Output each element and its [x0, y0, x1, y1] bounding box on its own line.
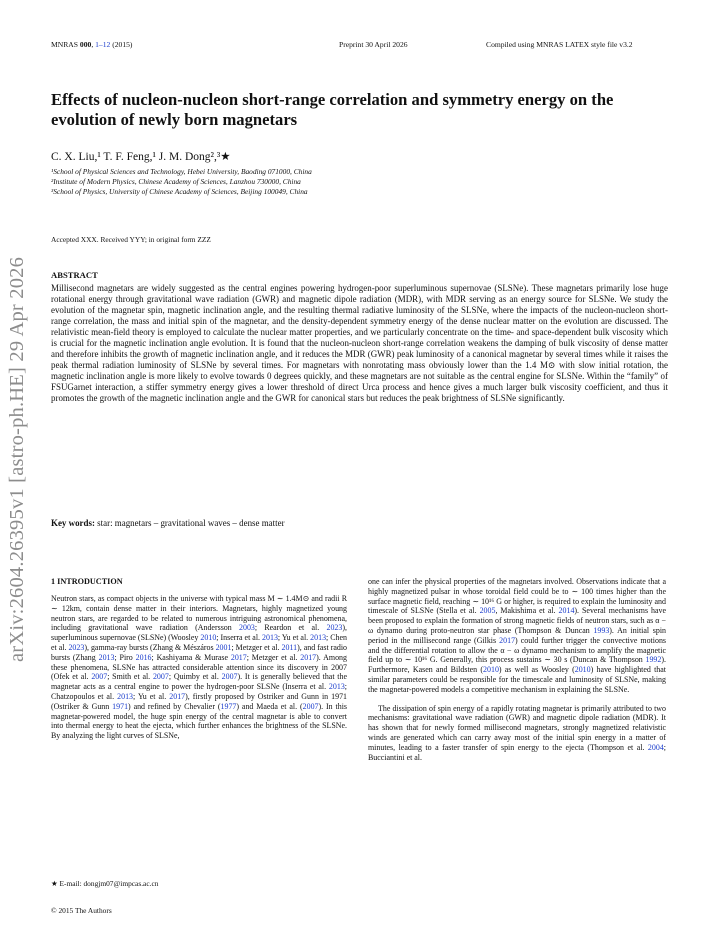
citation-link[interactable]: 2017	[169, 691, 186, 701]
paragraph-text: ; Smith et al.	[107, 672, 153, 682]
paragraph-text: ; Metzger et al.	[231, 642, 282, 652]
citation-link[interactable]: 2010	[574, 665, 591, 675]
intro-paragraph-2	[368, 577, 666, 695]
citation-link[interactable]: 2007	[152, 672, 169, 682]
compiled-note: Compiled using MNRAS LATEX style file v3.2	[486, 40, 633, 49]
paragraph-text: ) could further trigger the convective motions and the differential rotation to allow the α − ω dynamo mechanism to amplify the magnetic field up to ∼ 10¹⁶ G. Generally, this process sustains ∼ 30 s (Duncan & Thompson	[368, 635, 666, 665]
citation-link[interactable]: 1992	[645, 655, 662, 665]
paragraph-text: ) and Maeda et al. (	[236, 701, 303, 711]
preprint-date: Preprint 30 April 2026	[339, 40, 408, 49]
paragraph-text: ). It is generally believed that the magnetar acts as a central engine to power the hydrogen-poor SLSNe (Inserra et al.	[51, 672, 348, 692]
citation-link[interactable]: 2003	[239, 623, 255, 633]
citation-link[interactable]: 2013	[98, 652, 115, 662]
received-dates: Accepted XXX. Received YYY; in original form ZZZ	[51, 235, 211, 244]
citation-link[interactable]: 2007	[221, 672, 238, 682]
paragraph-text: ), gamma-ray bursts (Zhang & Mészáros	[84, 642, 216, 652]
citation-link[interactable]: 2013	[328, 682, 345, 692]
journal-name: MNRAS	[51, 40, 80, 49]
affiliation-1: ¹School of Physical Sciences and Technology, Hebei University, Baoding 071000, China	[51, 167, 312, 176]
citation-link[interactable]: 2013	[117, 691, 134, 701]
citation-link[interactable]: 2007	[302, 701, 319, 711]
paragraph-text: ; Yu et al.	[133, 691, 170, 701]
citation-link[interactable]: 2014	[558, 606, 575, 616]
abstract-heading: ABSTRACT	[51, 270, 98, 280]
corresponding-author-footnote: ★ E-mail: dongjm07@impcas.ac.cn	[51, 879, 159, 888]
citation-link[interactable]: 2023	[326, 623, 343, 633]
paragraph-text: ; Metzger et al.	[246, 652, 301, 662]
paragraph-text: ). In this magnetar-powered model, the huge spin energy of the central magnetar is able to convert into thermal energy to heat the ejecta, which further enhances the brightness of the SLSNe. By analyzing the light curves of SLSNe,	[51, 701, 348, 741]
paragraph-text: The dissipation of spin energy of a rapidly rotating magnetar is primarily attributed to two mechanisms: gravitational wave radiation (GWR) and magnetic dipole radiation (MDR). It has shown that for newly formed millisecond magnetars, strongly magnetized relativistic winds are generated which can carry away most of the initial spin energy in a matter of minutes, leading to a faster transfer of spin energy to the ejecta (Thompson et al.	[368, 703, 666, 752]
citation-link[interactable]: 2016	[135, 652, 152, 662]
paragraph-text: , Makishima et al.	[495, 606, 559, 616]
paragraph-text: ). Furthermore, Kasen and Bildsten (	[368, 655, 666, 675]
author-list: C. X. Liu,¹ T. F. Feng,¹ J. M. Dong²,³★	[51, 151, 231, 163]
citation-link[interactable]: 2004	[647, 742, 664, 752]
paragraph-text: ; Quimby et al.	[168, 672, 222, 682]
citation-link[interactable]: 2007	[91, 672, 108, 682]
running-header-journal: MNRAS 000, 1–12 (2015)	[51, 40, 133, 49]
arxiv-side-stamp: arXiv:2604.26395v1 [astro-ph.HE] 29 Apr 2026	[6, 256, 28, 662]
intro-paragraph-1	[51, 594, 347, 741]
paragraph-text: ). Several mechanisms have been proposed to explain the formation of strong magnetic fields of neutron stars, such as α − ω dynamo during proto-neutron star phase (Thompson & Duncan	[368, 606, 667, 635]
paragraph-text: ) have highlighted that similar parameters could be responsible for the timescale and luminosity of SLSNe, making the magnetar-powered models a competitive mechanism in explaining the SLSNe.	[368, 665, 666, 694]
paragraph-text: ; Chatzopoulos et al.	[51, 682, 347, 701]
citation-link[interactable]: 2013	[262, 633, 278, 643]
citation-link[interactable]: 2001	[215, 642, 232, 652]
left-column	[51, 577, 347, 741]
affiliation-3: ³School of Physics, University of Chinese Academy of Sciences, Beijing 100049, China	[51, 186, 308, 196]
paragraph-text: Neutron stars, as compact objects in the universe with typical mass M ∼ 1.4M⊙ and radii R ∼ 12km, contain dense matter in their interiors. Magnetars, highly magnetized young neutron stars, are regarded to be related to numerous intriguing astronomical phenomena, including gravitational wave radiation (Andersson	[51, 594, 347, 633]
paragraph-text: ). Among these phenomena, SLSNe has attracted considerable attention since its discovery in 2007 (Ofek et al.	[51, 652, 347, 682]
journal-volume: 000	[79, 40, 92, 49]
paragraph-text: ) as well as Woosley (	[498, 665, 575, 675]
citation-link[interactable]: 2023	[68, 642, 85, 652]
keywords-list: star: magnetars – gravitational waves – dense matter	[94, 518, 285, 528]
paragraph-text: ; Bucciantini et al.	[368, 742, 666, 762]
affiliations	[51, 167, 312, 196]
paragraph-text: ; Yu et al.	[277, 633, 311, 643]
paragraph-text: ), and fast radio bursts (Zhang	[51, 642, 347, 662]
copyright-notice: © 2015 The Authors	[51, 906, 112, 915]
intro-paragraph-3	[368, 704, 666, 763]
journal-year: (2015)	[110, 40, 133, 49]
citation-link[interactable]: 2017	[499, 635, 516, 645]
paragraph-text: ). An initial spin period in the millisecond range (Gilkis	[368, 625, 667, 645]
paragraph-text: ; Kashiyama & Murase	[151, 652, 231, 662]
paragraph-text: ) and refined by Chevalier (	[128, 701, 221, 711]
paragraph-text: one can infer the physical properties of the magnetars involved. Observations indicate that a highly magnetized pulsar in whose toroidal field could be to ∼ 100 times higher than the surface magnetic field, reaching ∼ 10¹⁶ G or higher, is required to explain the luminosity and timescale of SLSNe (Stella et al.	[368, 577, 666, 616]
affiliation-2: ²Institute of Modern Physics, Chinese Academy of Sciences, Lanzhou 730000, China	[51, 176, 301, 186]
citation-link[interactable]: 2005	[479, 606, 496, 616]
citation-link[interactable]: 2013	[310, 633, 327, 643]
citation-link[interactable]: 2017	[300, 652, 317, 662]
paragraph-text: ; Chen et al.	[51, 633, 348, 652]
right-column	[368, 577, 666, 762]
paper-title: Effects of nucleon-nucleon short-range correlation and symmetry energy on the evolution of newly born magnetars	[51, 90, 614, 129]
citation-link[interactable]: 2017	[230, 652, 247, 662]
section-heading-introduction: 1 INTRODUCTION	[51, 577, 123, 586]
citation-link[interactable]: 1993	[593, 625, 610, 635]
citation-link[interactable]: 2011	[281, 642, 298, 652]
abstract-text: Millisecond magnetars are widely suggested as the central engines powering hydrogen-poor superluminous supernovae (SLSNe). These magnetars primarily lose huge rotational energy through gravitational wave radiation (GWR) and magnetic dipole radiation (MDR), with MDR serving as an energy source for SLSNe. We study the evolution of the magnetar spin, magnetic inclination angle, and the resulting thermal radiative luminosity of the SLSNe, where the impacts of the nucleon-nucleon short-range correlation, the mass and initial spin of the magnetar, and the density-dependent symmetry energy of the dense nuclear matter on the evolution are discussed. The relativistic mean-field theory is employed to calculate the nuclear matter properties, and we particularly concentrate on the time- and space-dependent bulk viscosity which is crucial for the magnetic inclination angle evolution. It is found that the nucleon-nucleon short-range correlation weakens the damping of bulk viscosity of dense matter and therefore inhibits the growth of magnetic inclination angle, and it reduces the MDR (GWR) peak luminosity of a canonical magnetar by several times while it raises the peak thermal radiation luminosity of SLSNe by several times. For magnetars with nonrotating mass obviously lower than the 1.4 M⊙ with slow initial rotation, the magnetic inclination angle is more likely to evolve towards 0 degrees quickly, and these magnetars are not suitable as the central engine for SLSNe. Within the “family” of FSUGarnet interaction, a stiffer symmetry energy gives a lower threshold of direct Urca process and hence gives a much larger bulk viscosity coefficient, and thus it promotes the growth of the magnetic inclination angle and the GWR for canonical stars but reduces the peak brightness of SLSNe significantly.	[51, 283, 668, 403]
keywords	[51, 518, 285, 529]
citation-link[interactable]: 2010	[200, 633, 217, 643]
paragraph-text: ; Reardon et al.	[254, 623, 327, 633]
paragraph-text: ; Inserra et al.	[216, 633, 263, 643]
keywords-label: Key words:	[51, 518, 95, 528]
citation-link[interactable]: 2010	[483, 665, 499, 675]
paragraph-text: ), firstly proposed by Ostriker and Gunn in 1971 (Ostriker & Gunn	[51, 691, 348, 711]
paragraph-text: ), superluminous supernovae (SLSNe) (Woosley	[51, 623, 347, 643]
paragraph-text: ; Piro	[114, 652, 136, 662]
citation-link[interactable]: 1977	[220, 701, 237, 711]
journal-pages[interactable]: 1–12	[95, 40, 111, 49]
citation-link[interactable]: 1971	[112, 701, 129, 711]
